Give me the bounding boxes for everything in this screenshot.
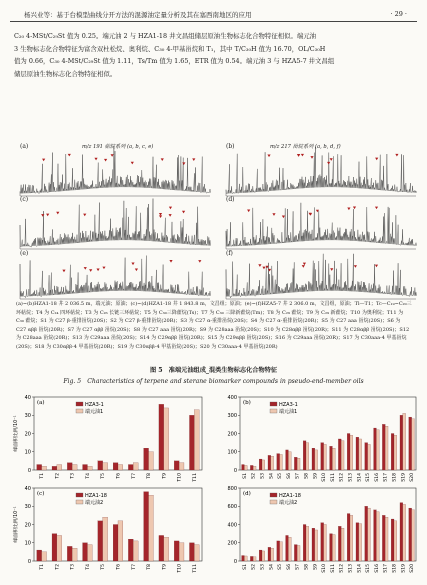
x-tick-label: T4 [85,473,91,479]
bar-panel-label: (a) [37,400,45,406]
x-tick-label: T4 [85,564,91,570]
legend-swatch [270,409,277,413]
legend-label: HZA1-18 [85,493,107,499]
bar [368,444,371,470]
y-tick-label: 0 [27,558,31,565]
x-tick-label: S12 [339,564,345,573]
bar [324,444,327,470]
legend-label: 端元油1 [85,409,104,415]
running-title: 杨兴业等：基于台模型曲线分开方法的混源油定量分析及其在塞西南地区的应用 [24,11,252,19]
legend-label: HZA1-18 [279,493,301,499]
bar [83,465,88,470]
bar [315,530,318,561]
bar [391,434,394,471]
bar [330,446,333,470]
chroma-panel-label: (f) [226,250,233,257]
bar [409,508,412,561]
x-tick-label: S7 [295,564,301,570]
bar [347,514,350,561]
x-tick-label: S20 [410,564,416,573]
bar [128,539,133,561]
bar [350,515,353,561]
y-tick-label: 0 [233,558,237,565]
bar [144,448,149,470]
bar [306,443,309,470]
bar [72,548,77,561]
x-tick-label: S12 [339,473,345,482]
x-tick-label: S10 [322,564,328,573]
bar [382,515,385,561]
x-tick-label: S17 [383,564,389,573]
bar-panel-label: (b) [243,400,251,406]
bar [67,546,72,561]
figure-caption-cn: (a)~(b)HZA1-18 井 2 036.5 m，端元油；原油；(c)~(d)HZA1-18 井 1 843.8 m，文昌组；原油；(e)~(f)HZA5-7 井 2 306.0 m，文昌组，原油；Tl—T1；Tc—C₁₉~C₂₀三环萜烷；T4 为 C₂₄ 四环萜烷；T3 为 C₂₆ 长链三环萜烷；T5 为 C₃₀三降藿烷(Ts)；T7 为 C₃₀ 三降新藿烷(Tm)；T8 为 C₂₉ 藿烷；T9 为 C₂₉ 新藿烷；T10 为奥利烷；T11 为 C₃₀ 藿烷；S1 为 C27 β-重排甾烷(20S)；S2 为 C27 β-重排甾烷(20R)；S3 为 C27 α-重排甾烷(20S)；S4 为 C27 α-重排甾烷(20R)；S5 为 C27 aaa 甾烷(20S)；S6 为 C27 αββ 甾烷(20R)；S7 为 C27 αββ 甾烷(20S)；S8 为 C27 aaa 甾烷(20R)；S9 为 C28aaa 甾烷(20S)；S10 为 C28αββ 甾烷(20R)；S11 为 C28αββ 甾烷(20S)；S12 为 C28aaa 甾烷(20R)；S13 为 C29aaa 甾烷(20S)；S14 为 C29αββ 甾烷(20R)；S15 为 C29αββ 甾烷(20S)；S16 为 C29aaa 甾烷(20R)；S17 为 C30aaa-4 甲基甾烷(20S)；S18 为 C30αββ-4 甲基甾烷(20R)；S19 为 C30αββ-4 甲基甾烷(20S)；S20 为 C30aaa-4 甲基甾烷(20R) [16,301,412,350]
x-tick-label: S2 [251,473,257,479]
bar [324,525,327,562]
bar [271,548,274,561]
bar [113,463,118,470]
x-tick-label: S9 [313,473,319,479]
bar [242,556,245,561]
bar [321,443,324,470]
bar [332,535,335,561]
bar [57,535,62,561]
legend-swatch [270,493,277,497]
x-tick-label: T8 [147,473,153,479]
y-tick-label: 200 [227,540,237,547]
bar [403,413,406,470]
chroma-panel-title: m/z 191 萜烷系列 (a, b, c, e) [82,144,154,150]
legend-swatch [76,493,83,497]
x-tick-label: S18 [392,473,398,482]
figure-title-en: Fig. 5 Characteristics of terpene and sterane biomarker compounds in pseudo-end-member oils [63,378,364,385]
x-tick-label: T1 [40,564,46,570]
x-tick-label: S1 [242,473,248,479]
bar [52,466,57,470]
bar [277,541,280,561]
y-tick-label: 40 [24,485,31,492]
bar [286,535,289,561]
bar [409,417,412,470]
bar [332,448,335,470]
bar [412,419,415,470]
y-tick-label: 600 [227,504,237,511]
bar [376,512,379,561]
bar [189,415,194,470]
y-tick-label: 400 [227,522,237,529]
y-tick-label: 10 [24,449,31,456]
y-tick-label: 20 [24,522,31,529]
x-tick-label: T10 [177,564,183,573]
x-tick-label: T9 [162,473,168,479]
bar [403,504,406,561]
x-tick-label: S11 [330,473,336,482]
x-tick-label: T11 [192,473,198,482]
bar [385,426,388,470]
x-tick-label: S19 [401,473,407,482]
y-tick-label: 400 [227,394,237,401]
bar [280,542,283,561]
bar [306,526,309,561]
bar [133,463,138,470]
chroma-panel-label: (a) [20,143,29,150]
bar [259,459,262,470]
bar [268,547,271,561]
bar [341,528,344,561]
bar [330,534,333,561]
chroma-panel-label: (b) [226,143,235,150]
x-tick-label: S13 [348,564,354,573]
bar [52,534,57,561]
bar [400,415,403,470]
x-tick-label: T8 [147,564,153,570]
y-tick-label: 30 [24,504,31,511]
chroma-panel-label: (e) [20,250,29,257]
x-tick-label: T6 [116,564,122,570]
bar [277,454,280,470]
chroma-panel-title: m/z 217 甾烷系列 (a, b, d, f) [270,144,341,150]
x-tick-label: S16 [374,473,380,482]
x-tick-label: S2 [251,564,257,570]
x-tick-label: S15 [366,473,372,482]
legend-swatch [76,402,83,406]
x-tick-label: S6 [286,473,292,479]
x-tick-label: S20 [410,473,416,482]
x-tick-label: S19 [401,564,407,573]
y-tick-label: 0 [27,467,31,474]
body-line: 储层原油生物标志化合物特征相似。 [14,69,117,78]
bar [103,517,108,561]
x-tick-label: T5 [101,564,107,570]
legend-label: HZA3-1 [85,402,104,408]
bar [286,450,289,470]
legend-label: 端元油1 [279,409,298,415]
x-tick-label: S8 [304,564,310,570]
bar [244,465,247,470]
bar [179,543,184,561]
figure-title-cn: 图 5 准端元油组成_混类生物标志化合物特征 [149,367,278,374]
y-tick-label: 200 [227,431,237,438]
bar [356,437,359,470]
x-tick-label: S1 [242,564,248,570]
bar [250,465,253,470]
bar [338,439,341,470]
chroma-panel-label: (d) [226,196,235,203]
bar-panel-label: (c) [37,491,45,497]
bar [253,466,256,470]
bar [297,458,300,470]
x-tick-label: S9 [313,564,319,570]
bar [189,543,194,561]
bar [262,551,265,561]
bar [321,523,324,561]
bar [244,556,247,561]
x-tick-label: T7 [131,473,137,479]
bar [368,508,371,561]
bar [359,439,362,470]
bar [194,410,199,470]
legend-swatch [76,409,83,413]
x-tick-label: S3 [260,473,266,479]
bar [87,466,92,470]
x-tick-label: S10 [322,473,328,482]
legend-label: HZA3-1 [279,402,298,408]
x-tick-label: S5 [278,564,284,570]
legend-swatch [270,402,277,406]
bar [250,556,253,561]
bar [259,550,262,561]
x-tick-label: T6 [116,473,122,479]
bar [98,461,103,470]
bar [374,428,377,470]
bar [159,404,164,470]
x-tick-label: S3 [260,564,266,570]
bar-panel-label: (d) [243,491,251,497]
y-tick-label: 40 [24,394,31,401]
y-tick-label: 20 [24,431,31,438]
bar [67,463,72,470]
x-tick-label: T1 [40,473,46,479]
bar [103,463,108,470]
bar [37,465,42,470]
bar [288,452,291,470]
y-axis-label: 峰面积比例/10⁻¹ [14,506,19,543]
x-tick-label: S18 [392,564,398,573]
bar [385,517,388,561]
bar [412,510,415,561]
x-tick-label: T5 [101,473,107,479]
bar [242,465,245,470]
bar [149,495,154,561]
page-number: · 29 · [390,10,407,18]
bar [374,510,377,561]
y-tick-label: 0 [233,467,237,474]
bar [350,435,353,470]
bar [365,506,368,561]
x-tick-label: S14 [357,473,363,482]
x-tick-label: T10 [177,473,183,482]
x-tick-label: S6 [286,564,292,570]
x-tick-label: S17 [383,473,389,482]
bar [268,455,271,470]
x-tick-label: S7 [295,473,301,479]
bar [118,521,123,561]
bar [37,550,42,561]
x-tick-label: S11 [330,564,336,573]
bar [174,461,179,470]
x-tick-label: S15 [366,564,372,573]
bar [294,457,297,470]
bar [315,450,318,470]
x-tick-label: T9 [162,564,168,570]
bar [174,541,179,561]
bar [341,441,344,470]
bar [144,492,149,561]
x-tick-label: S8 [304,473,310,479]
bar [400,503,403,561]
bar [42,466,47,470]
x-tick-label: T3 [70,564,76,570]
plot-frame [34,397,202,470]
bar [297,545,300,561]
bar [128,465,133,470]
bar [262,460,265,470]
body-line: 值为 0.66，C₃₀ 4-MSt/C₂₉St 值为 1.11，Ts/Tm 值为 1.65，ETR 值为 0.54。端元油 3 与 HZA5-7 井文昌组 [14,57,335,66]
x-tick-label: T2 [55,473,61,479]
legend-swatch [270,500,277,504]
bar [391,519,394,561]
bar [87,545,92,561]
y-tick-label: 10 [24,540,31,547]
bar [118,465,123,470]
bar [57,465,62,470]
bar [365,443,368,470]
bar [382,424,385,470]
x-tick-label: S16 [374,564,380,573]
bar [113,525,118,562]
bar [312,528,315,561]
y-tick-label: 800 [227,485,237,492]
bar [149,452,154,470]
chroma-panel-label: (c) [20,196,29,203]
bar [280,454,283,470]
bar [159,535,164,561]
bar [133,541,138,561]
bar [83,543,88,561]
plot-frame [240,488,416,561]
bar [164,537,169,561]
bar [338,526,341,561]
bar [271,456,274,470]
bar [359,524,362,561]
bar [253,557,256,561]
x-tick-label: S4 [269,473,275,479]
x-tick-label: T11 [192,564,198,573]
bar [376,430,379,470]
legend-label: 端元油2 [85,500,104,506]
bar [303,525,306,562]
bar [394,521,397,561]
bar [356,523,359,561]
plot-frame [240,397,416,470]
x-tick-label: S14 [357,564,363,573]
body-line: 3 生物标志化合物特征为富含双杜松烷、奥利烷、C₃₀ 4-甲基甾烷和 T₁，其中 T/C₃₀H 值为 16.70，OL/C₃₀H [14,44,326,53]
bar [294,545,297,561]
bar [303,441,306,470]
x-tick-label: T2 [55,564,61,570]
x-tick-label: T3 [70,473,76,479]
legend-swatch [76,500,83,504]
bar [288,537,291,561]
x-tick-label: S13 [348,473,354,482]
x-tick-label: S5 [278,473,284,479]
y-tick-label: 300 [227,413,237,420]
y-tick-label: 100 [227,449,237,456]
x-tick-label: S4 [269,564,275,570]
bar [347,434,350,471]
y-axis-label: 峰面积比例/10⁻¹ [14,415,19,452]
bar [164,408,169,470]
x-tick-label: T7 [131,564,137,570]
legend-label: 端元油2 [279,500,298,506]
bar [98,521,103,561]
bar [394,435,397,470]
y-tick-label: 30 [24,413,31,420]
bar [179,463,184,470]
bar [194,545,199,561]
bar [72,465,77,470]
body-line: C₂₀ 4-MSt/C₂₉St 值为 0.25。端元油 2 与 HZA1-18 井文昌组储层原油生物标志化合物特征相似。端元油 [14,32,317,40]
bar [312,448,315,470]
bar [42,552,47,561]
